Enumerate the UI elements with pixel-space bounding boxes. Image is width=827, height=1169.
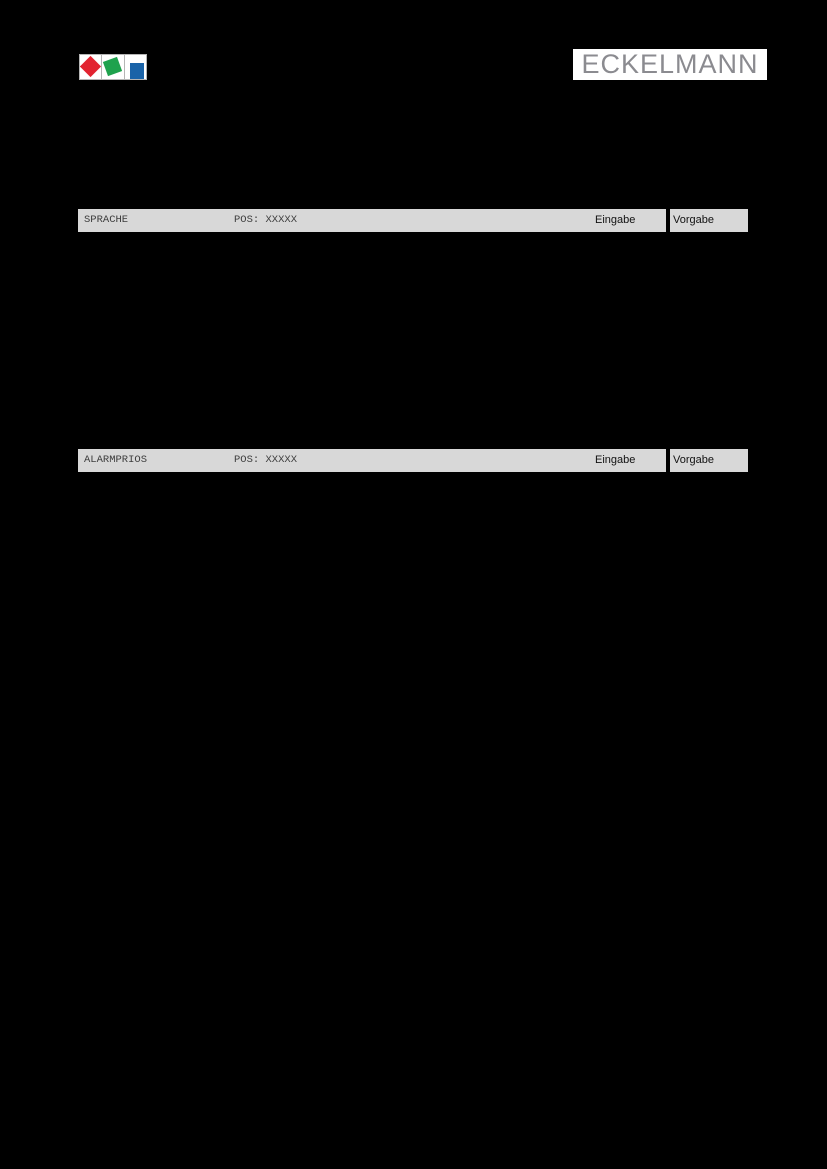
eckelmann-wordmark: ECKELMANN: [581, 49, 759, 79]
logo-cell-red: [80, 55, 102, 79]
section-header-alarmprios: [78, 449, 748, 472]
eckelmann-squares-logo: [79, 54, 147, 80]
input-column-header: Eingabe: [595, 454, 636, 466]
default-column-header: Vorgabe: [673, 214, 714, 226]
logo-cell-green: [102, 55, 124, 79]
default-column-cell: [670, 449, 748, 472]
default-column-cell: [670, 209, 748, 232]
section-name-label: SPRACHE: [84, 214, 129, 226]
section-pos-label: POS: XXXXX: [234, 454, 298, 466]
section-header-sprache: [78, 209, 748, 232]
eckelmann-wordmark-box: [573, 49, 767, 80]
default-column-header: Vorgabe: [673, 454, 714, 466]
section-header-main-cell: [78, 449, 666, 472]
section-header-main-cell: [78, 209, 666, 232]
section-pos-label: POS: XXXXX: [234, 214, 298, 226]
green-square-icon: [103, 57, 122, 76]
logo-cell-blue: [125, 55, 146, 79]
input-column-header: Eingabe: [595, 214, 636, 226]
red-diamond-icon: [80, 56, 101, 77]
section-name-label: ALARMPRIOS: [84, 454, 148, 466]
blue-square-icon: [130, 63, 144, 79]
